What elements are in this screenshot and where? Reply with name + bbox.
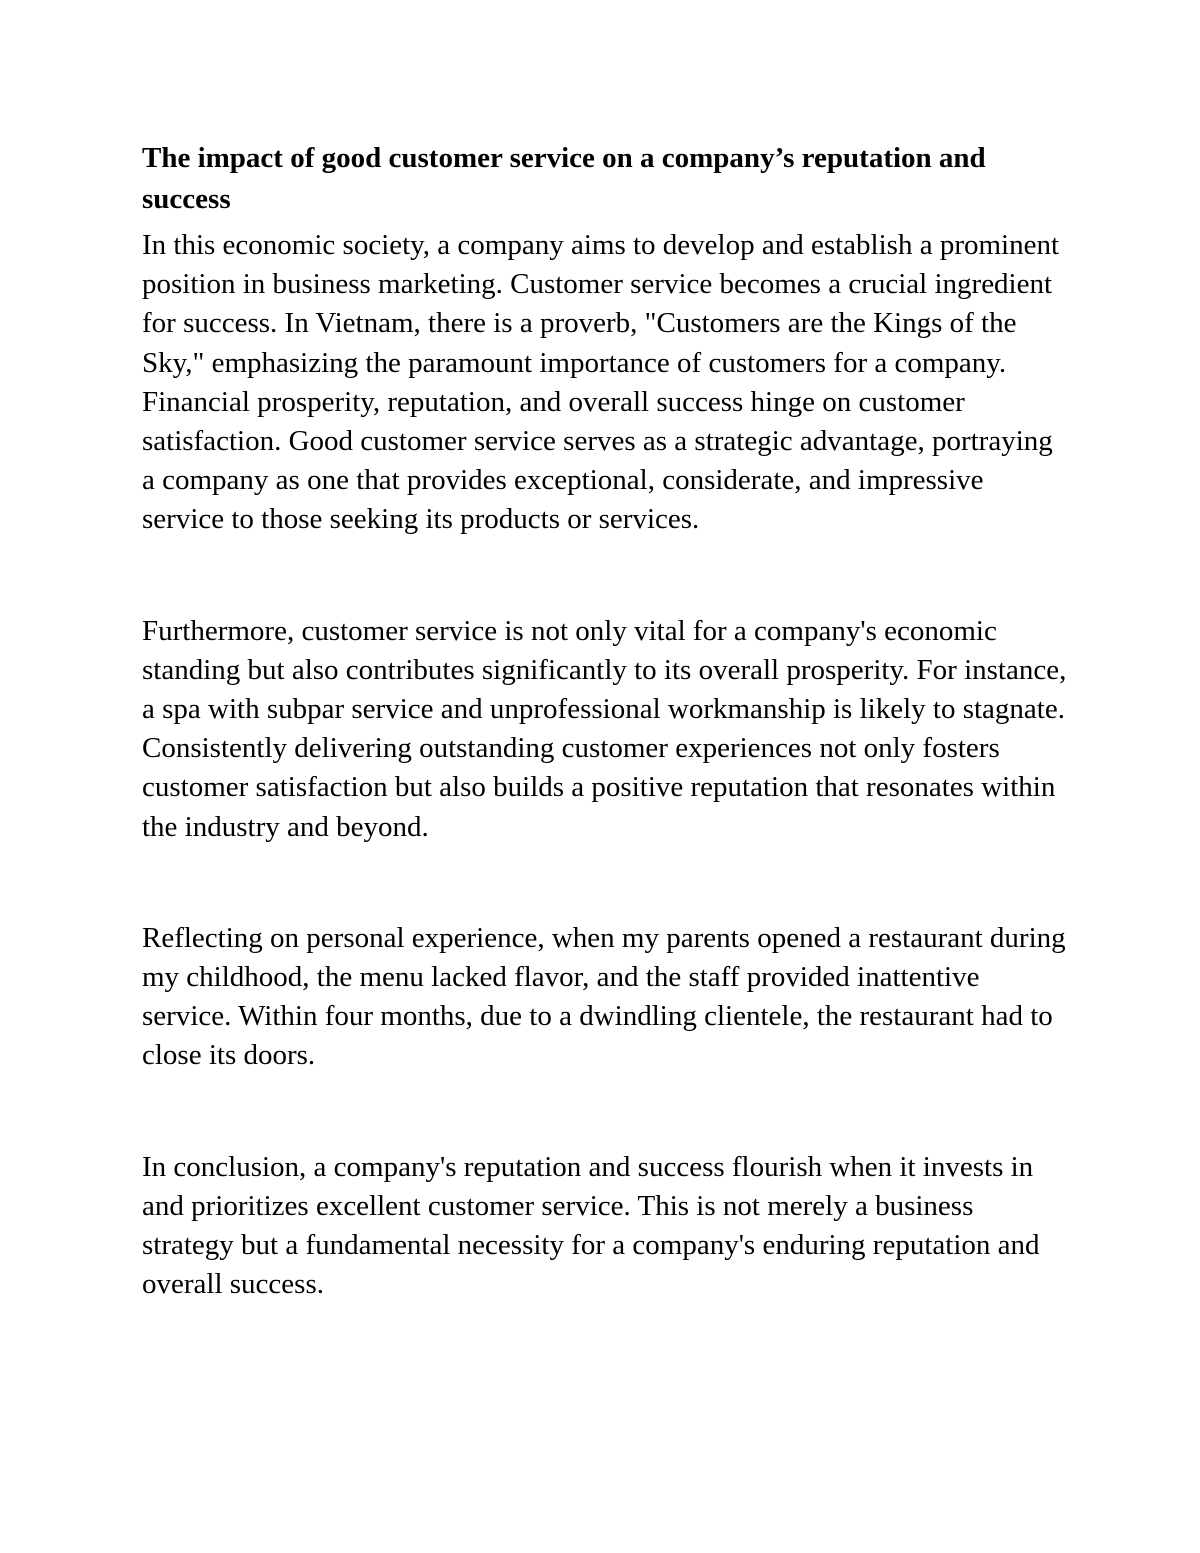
document-body [142,138,1067,1304]
paragraph-spacer [142,1076,1067,1148]
paragraph-intro: In this economic society, a company aims to develop and establish a prominent position in business marketing. Customer service becomes a crucial ingredient for success. In Vietnam, there is a proverb, "Customers are the Kings of the Sky," emphasizing the paramount importance of customers for a company. Financial prosperity, reputation, and overall success hinge on customer satisfaction. Good customer service serves as a strategic advantage, portraying a company as one that provides exceptional, considerate, and impressive service to those seeking its products or services. [142,229,1060,536]
paragraph-furthermore: Furthermore, customer service is not only vital for a company's economic standing but also contributes significantly to its overall prosperity. For instance, a spa with subpar service and unprofessional workmanship is likely to stagnate. Consistently delivering outstanding customer experiences not only fosters customer satisfaction but also builds a positive reputation that resonates within the industry and beyond. [142,614,1067,843]
document-title: The impact of good customer service on a company’s reputation and success [142,142,986,215]
paragraph-spacer [142,540,1067,612]
paragraph-personal-experience: Reflecting on personal experience, when my parents opened a restaurant during my childhood, the menu lacked flavor, and the staff provided inattentive service. Within four months, due to a dwindling clientele, the restaurant had to close its doors. [142,921,1066,1072]
paragraph-spacer [142,847,1067,919]
paragraph-conclusion: In conclusion, a company's reputation and success flourish when it invests in and prioritizes excellent customer service. This is not merely a business strategy but a fundamental necessity for a company's enduring reputation and overall success. [142,1150,1040,1301]
